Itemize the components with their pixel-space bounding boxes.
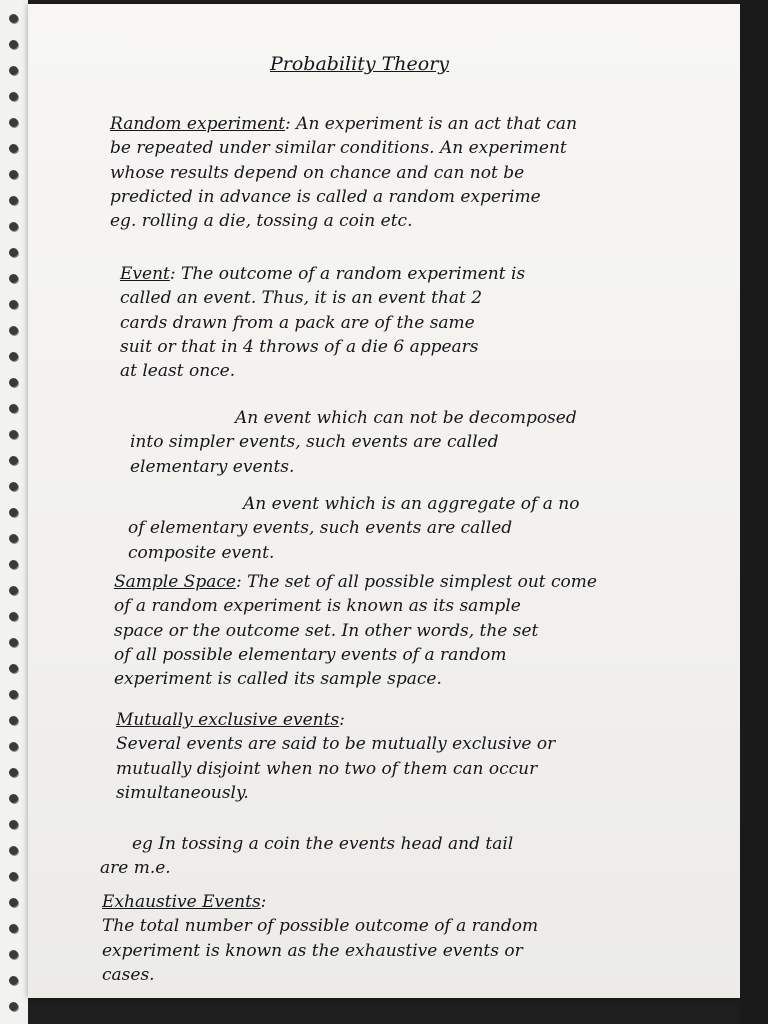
binding-hole xyxy=(9,794,18,803)
binding-hole xyxy=(9,326,18,335)
binding-hole xyxy=(9,170,18,179)
mutually-exclusive-example xyxy=(100,832,513,881)
elementary-line-3: elementary events. xyxy=(130,456,295,477)
binding-hole xyxy=(9,144,18,153)
binding-hole xyxy=(9,456,18,465)
exhaustive-title-line xyxy=(102,890,538,914)
binding-hole xyxy=(9,14,18,23)
mutually-exclusive-colon: : xyxy=(339,710,345,730)
elementary-line-1: An event which can not be decomposed xyxy=(235,408,577,428)
exhaustive-heading: Exhaustive Events xyxy=(102,892,261,912)
binding-hole xyxy=(9,820,18,829)
binding-hole xyxy=(9,222,18,231)
spiral-binding xyxy=(0,0,28,1024)
mutually-exclusive-heading: Mutually exclusive events xyxy=(116,710,340,730)
background-edge xyxy=(740,0,768,1024)
binding-hole xyxy=(9,534,18,543)
event-line-2: called an event. Thus, it is an event that 2 xyxy=(120,288,483,309)
sample-space-line-2: of a random experiment is known as its sample xyxy=(114,596,521,617)
binding-hole xyxy=(9,742,18,751)
binding-hole xyxy=(9,430,18,439)
random-experiment-text-1: : An experiment is an act that can xyxy=(285,114,578,134)
binding-hole xyxy=(9,274,18,283)
exhaustive-events-section xyxy=(102,890,538,987)
sample-space-line-3: space or the outcome set. In other words, the set xyxy=(114,620,539,641)
binding-hole xyxy=(9,690,18,699)
random-experiment-line-3: whose results depend on chance and can not be xyxy=(110,162,525,183)
binding-hole xyxy=(9,508,18,517)
exhaustive-line-3: cases. xyxy=(102,964,155,985)
binding-hole xyxy=(9,1002,18,1011)
binding-hole xyxy=(9,378,18,387)
binding-hole xyxy=(9,586,18,595)
binding-hole xyxy=(9,664,18,673)
sample-space-line-4: of all possible elementary events of a random xyxy=(114,644,507,665)
binding-hole xyxy=(9,716,18,725)
exhaustive-line-2: experiment is known as the exhaustive events or xyxy=(102,940,523,961)
binding-hole xyxy=(9,66,18,75)
binding-hole xyxy=(9,248,18,257)
mutually-exclusive-line-1: Several events are said to be mutually exclusive or xyxy=(116,734,556,755)
binding-hole xyxy=(9,92,18,101)
binding-hole xyxy=(9,898,18,907)
binding-hole xyxy=(9,196,18,205)
sample-space-section xyxy=(114,570,597,691)
composite-events-paragraph xyxy=(128,492,579,565)
composite-line-1: An event which is an aggregate of a no xyxy=(243,494,580,514)
random-experiment-heading: Random experiment xyxy=(110,114,286,134)
binding-hole xyxy=(9,950,18,959)
mutually-exclusive-section xyxy=(116,708,555,805)
binding-hole xyxy=(9,482,18,491)
exhaustive-line-1: The total number of possible outcome of a random xyxy=(102,916,539,937)
binding-hole xyxy=(9,638,18,647)
event-line-1 xyxy=(120,262,525,286)
sample-space-heading: Sample Space xyxy=(114,572,236,592)
random-experiment-line-5: eg. rolling a die, tossing a coin etc. xyxy=(110,211,413,232)
mutually-exclusive-line-3: simultaneously. xyxy=(116,782,249,803)
elementary-events-paragraph xyxy=(130,406,577,479)
random-experiment-line-1 xyxy=(110,112,577,136)
event-heading: Event xyxy=(120,264,170,284)
binding-hole xyxy=(9,924,18,933)
event-line-4: suit or that in 4 throws of a die 6 appears xyxy=(120,336,479,357)
binding-hole xyxy=(9,612,18,621)
exhaustive-colon: : xyxy=(260,892,267,912)
binding-hole xyxy=(9,300,18,309)
random-experiment-line-4: predicted in advance is called a random experime xyxy=(110,186,541,207)
event-section xyxy=(120,262,525,383)
example-line-2: are m.e. xyxy=(100,858,171,879)
binding-hole xyxy=(9,560,18,569)
sample-space-text-1: : The set of all possible simplest out come xyxy=(235,572,597,592)
binding-hole xyxy=(9,768,18,777)
elementary-line-2: into simpler events, such events are called xyxy=(130,432,499,453)
binding-hole xyxy=(9,976,18,985)
sample-space-line-1 xyxy=(114,570,597,594)
composite-line-2: of elementary events, such events are called xyxy=(128,518,513,539)
binding-hole xyxy=(9,40,18,49)
event-text-1: : The outcome of a random experiment is xyxy=(169,264,526,284)
random-experiment-line-2: be repeated under similar conditions. An experiment xyxy=(110,138,567,159)
composite-line-3: composite event. xyxy=(128,542,275,563)
binding-hole xyxy=(9,352,18,361)
example-line-1: eg In tossing a coin the events head and tail xyxy=(132,834,514,854)
sample-space-line-5: experiment is called its sample space. xyxy=(114,669,442,690)
random-experiment-section xyxy=(110,112,577,233)
event-line-5: at least once. xyxy=(120,361,236,382)
binding-hole xyxy=(9,118,18,127)
binding-hole xyxy=(9,872,18,881)
page-title: Probability Theory xyxy=(270,53,450,75)
mutually-exclusive-title-line xyxy=(116,708,555,732)
binding-hole xyxy=(9,846,18,855)
mutually-exclusive-line-2: mutually disjoint when no two of them can occur xyxy=(116,758,538,779)
binding-hole xyxy=(9,404,18,413)
event-line-3: cards drawn from a pack are of the same xyxy=(120,312,475,333)
